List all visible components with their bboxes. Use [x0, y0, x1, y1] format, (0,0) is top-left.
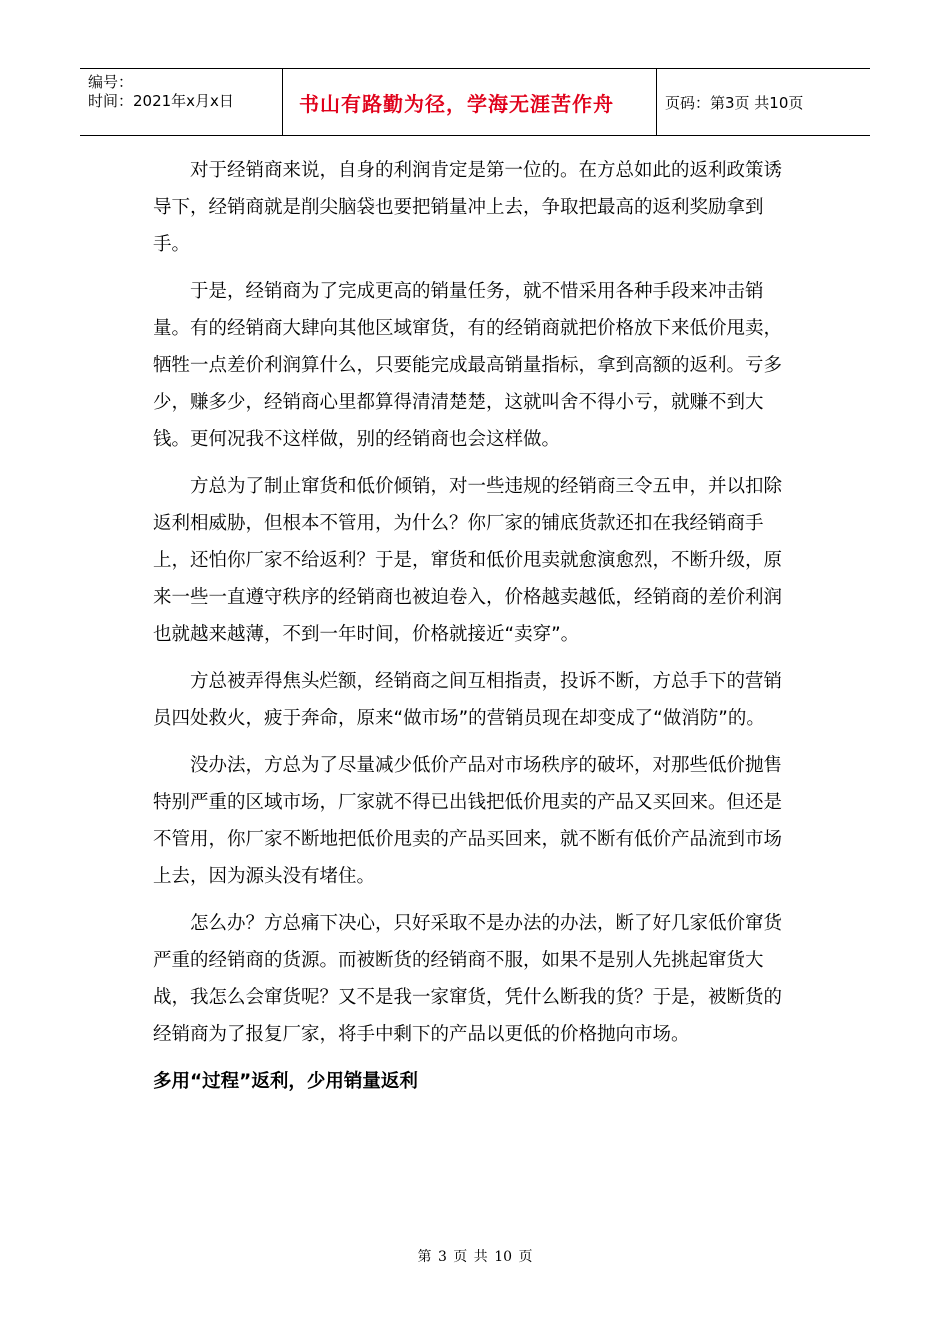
paragraph: 怎么办？方总痛下决心，只好采取不是办法的办法，断了好几家低价窜货严重的经销商的货源。而被断货的经销商不服，如果不是别人先挑起窜货大战，我怎么会窜货呢？又不是我一家窜货，凭什么断我的货？于是，被断货的经销商为了报复厂家，将手中剩下的产品以更低的价格抛向市场。: [153, 913, 783, 1045]
section-heading: 多用“过程”返利，少用销量返利: [153, 1071, 418, 1092]
page-header: [80, 68, 870, 136]
document-body: [153, 152, 798, 1100]
date-label: 时间：2021年x月x日: [88, 92, 234, 110]
code-label: 编号：: [88, 73, 134, 91]
motto: 书山有路勤为径，学海无涯苦作舟: [282, 69, 657, 135]
paragraph: 对于经销商来说，自身的利润肯定是第一位的。在方总如此的返利政策诱导下，经销商就是削尖脑袋也要把销量冲上去，争取把最高的返利奖励拿到手。: [153, 160, 783, 255]
paragraph: 方总被弄得焦头烂额，经销商之间互相指责，投诉不断，方总手下的营销员四处救火，疲于奔命，原来“做市场”的营销员现在却变成了“做消防”的。: [153, 671, 783, 729]
paragraph: 方总为了制止窜货和低价倾销，对一些违规的经销商三令五申，并以扣除返利相威胁，但根本不管用，为什么？你厂家的铺底货款还扣在我经销商手上，还怕你厂家不给返利？于是，窜货和低价甩卖就愈演愈烈，不断升级，原来一些一直遵守秩序的经销商也被迫卷入，价格越卖越低，经销商的差价利润也就越来越薄，不到一年时间，价格就接近“卖穿”。: [153, 476, 783, 645]
paragraph: 没办法，方总为了尽量减少低价产品对市场秩序的破坏，对那些低价抛售特别严重的区域市场，厂家就不得已出钱把低价甩卖的产品又买回来。但还是不管用，你厂家不断地把低价甩卖的产品买回来，就不断有低价产品流到市场上去，因为源头没有堵住。: [153, 755, 783, 887]
header-meta: [80, 69, 282, 135]
paragraph: 于是，经销商为了完成更高的销量任务，就不惜采用各种手段来冲击销量。有的经销商大肆向其他区域窜货，有的经销商就把价格放下来低价甩卖，牺牲一点差价利润算什么，只要能完成最高销量指标，拿到高额的返利。亏多少，赚多少，经销商心里都算得清清楚楚，这就叫舍不得小亏，就赚不到大钱。更何况我不这样做，别的经销商也会这样做。: [153, 281, 783, 450]
page-info: 页码：第3页 共10页: [665, 93, 804, 112]
page-footer: 第 3 页 共 10 页: [417, 1249, 533, 1265]
